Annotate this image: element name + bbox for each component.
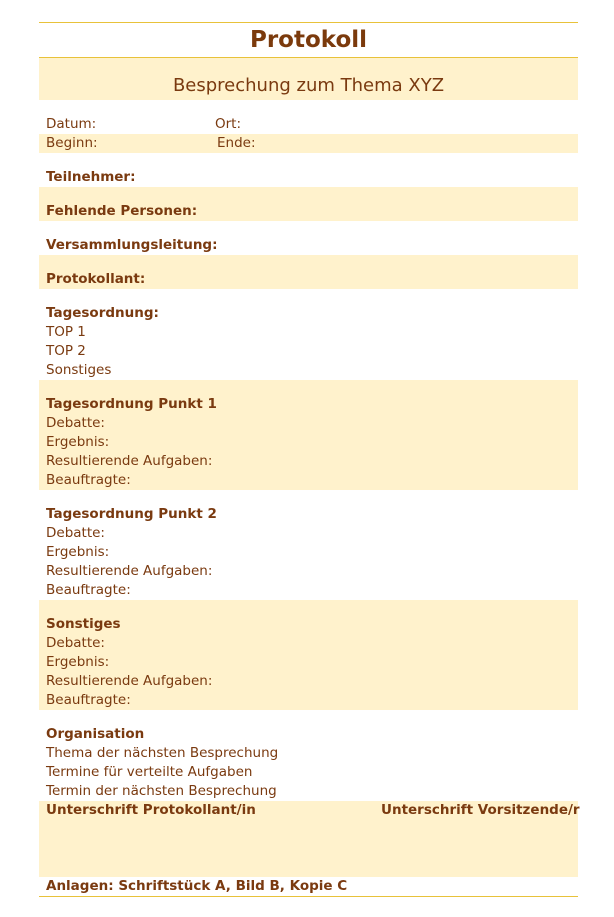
leitung-label: Versammlungsleitung: [46,237,218,253]
ort-label: Ort: [215,116,242,132]
section-line: Beauftragte: [46,692,131,708]
section-line: Ergebnis: [46,654,110,670]
attachments: Anlagen: Schriftstück A, Bild B, Kopie C [46,878,348,894]
section-line: Resultierende Aufgaben: [46,563,213,579]
section-line: Ergebnis: [46,544,110,560]
organisation-line: Termine für verteilte Aufgaben [46,764,253,780]
teilnehmer-label: Teilnehmer: [46,169,136,185]
beginn-band [39,134,578,153]
section-line: Beauftragte: [46,472,131,488]
section-line: Resultierende Aufgaben: [46,673,213,689]
signature-protokollant: Unterschrift Protokollant/in [46,802,256,818]
section-line: Debatte: [46,635,105,651]
section-line: Beauftragte: [46,582,131,598]
agenda-item: TOP 2 [46,343,86,359]
document-title: Protokoll [249,27,368,53]
agenda-item: Sonstiges [46,362,112,378]
section-heading: Sonstiges [46,616,121,632]
beginn-label: Beginn: [46,135,98,151]
ende-label: Ende: [217,135,256,151]
organisation-heading: Organisation [46,726,145,742]
agenda-heading: Tagesordnung: [46,305,159,321]
subtitle: Besprechung zum Thema XYZ [172,75,445,96]
section-heading: Tagesordnung Punkt 1 [46,396,217,412]
agenda-item: TOP 1 [46,324,86,340]
fehlende-label: Fehlende Personen: [46,203,198,219]
section-line: Ergebnis: [46,434,110,450]
section-heading: Tagesordnung Punkt 2 [46,506,217,522]
organisation-line: Termin der nächsten Besprechung [46,783,277,799]
datum-label: Datum: [46,116,97,132]
bottom-rule [39,896,578,897]
top-rule [39,22,578,23]
protokollant-label: Protokollant: [46,271,146,287]
section-line: Resultierende Aufgaben: [46,453,213,469]
organisation-line: Thema der nächsten Besprechung [46,745,279,761]
section-line: Debatte: [46,525,105,541]
signature-vorsitzende: Unterschrift Vorsitzende/r [381,802,580,818]
section-line: Debatte: [46,415,105,431]
